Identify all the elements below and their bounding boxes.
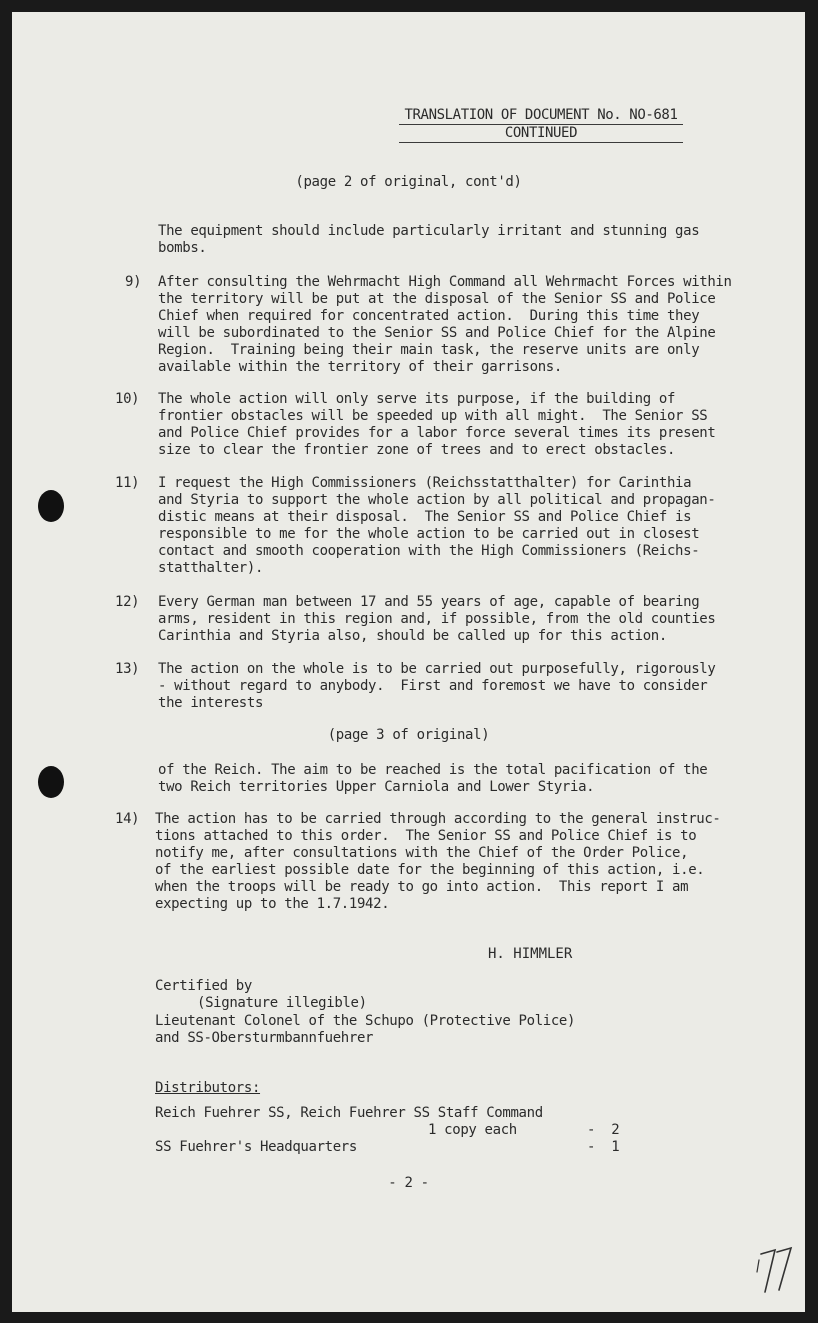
intro-line: The equipment should include particularly irritant and stunning gas [158,223,700,239]
item-line: arms, resident in this region and, if possible, from the old counties [158,611,716,627]
item-line: the territory will be put at the disposal of the Senior SS and Police [158,291,716,307]
item-number: 9) [125,274,142,290]
item-line: and Police Chief provides for a labor force several times its present [158,425,716,441]
punch-hole [38,490,64,522]
item-number: 13) [115,661,140,677]
distributor-row: SS Fuehrer's Headquarters [155,1139,357,1155]
item-line: After consulting the Wehrmacht High Command all Wehrmacht Forces within [158,274,732,290]
item-number: 14) [115,811,140,827]
item-line: Carinthia and Styria also, should be called up for this action. [158,628,667,644]
certified-line: Certified by [155,978,252,994]
document-page [12,12,805,1312]
item-line: Chief when required for concentrated action. During this time they [158,308,700,324]
distributor-copies: 1 copy each [428,1122,517,1138]
header-continued: CONTINUED [399,125,683,143]
item-line: expecting up to the 1.7.1942. [155,896,390,912]
item-line: when the troops will be ready to go into action. This report I am [155,879,689,895]
continuation-line: two Reich territories Upper Carniola and Lower Styria. [158,779,595,795]
signature: H. HIMMLER [488,946,573,962]
item-line: and Styria to support the whole action by all political and propagan- [158,492,716,508]
item-line: The action has to be carried through according to the general instruc- [155,811,721,827]
certified-line: and SS-Obersturmbannfuehrer [155,1030,374,1046]
document-header [399,107,683,143]
item-line: Every German man between 17 and 55 years of age, capable of bearing [158,594,700,610]
certified-line: (Signature illegible) [197,995,367,1011]
item-line: I request the High Commissioners (Reichsstatthalter) for Carinthia [158,475,692,491]
item-line: The action on the whole is to be carried out purposefully, rigorously [158,661,716,677]
item-number: 11) [115,475,140,491]
handwritten-note-77 [747,1240,807,1300]
item-number: 10) [115,391,140,407]
header-title: TRANSLATION OF DOCUMENT No. NO-681 [399,107,683,125]
intro-line: bombs. [158,240,207,256]
distributors-title: Distributors: [155,1080,261,1096]
item-number: 12) [115,594,140,610]
item-line: Region. Training being their main task, the reserve units are only [158,342,700,358]
distributor-count: - 1 [587,1139,620,1155]
page-reference-mid: (page 3 of original) [327,727,490,743]
item-line: contact and smooth cooperation with the High Commissioners (Reichs- [158,543,700,559]
item-line: notify me, after consultations with the Chief of the Order Police, [155,845,689,861]
item-line: The whole action will only serve its purpose, if the building of [158,391,676,407]
item-line: statthalter). [158,560,264,576]
distributor-count: - 2 [587,1122,620,1138]
item-line: responsible to me for the whole action to be carried out in closest [158,526,700,542]
item-line: distic means at their disposal. The Senior SS and Police Chief is [158,509,692,525]
certified-line: Lieutenant Colonel of the Schupo (Protective Police) [155,1013,576,1029]
punch-hole [38,766,64,798]
item-line: will be subordinated to the Senior SS and Police Chief for the Alpine [158,325,716,341]
distributor-row: Reich Fuehrer SS, Reich Fuehrer SS Staff Command [155,1105,543,1121]
item-line: tions attached to this order. The Senior SS and Police Chief is to [155,828,697,844]
item-line: frontier obstacles will be speeded up with all might. The Senior SS [158,408,708,424]
item-line: size to clear the frontier zone of trees and to erect obstacles. [158,442,676,458]
item-line: of the earliest possible date for the beginning of this action, i.e. [155,862,705,878]
page-reference-top: (page 2 of original, cont'd) [295,174,522,190]
item-line: the interests [158,695,264,711]
item-line: - without regard to anybody. First and foremost we have to consider [158,678,708,694]
item-line: available within the territory of their garrisons. [158,359,562,375]
continuation-line: of the Reich. The aim to be reached is the total pacification of the [158,762,708,778]
page-number: - 2 - [388,1175,429,1191]
